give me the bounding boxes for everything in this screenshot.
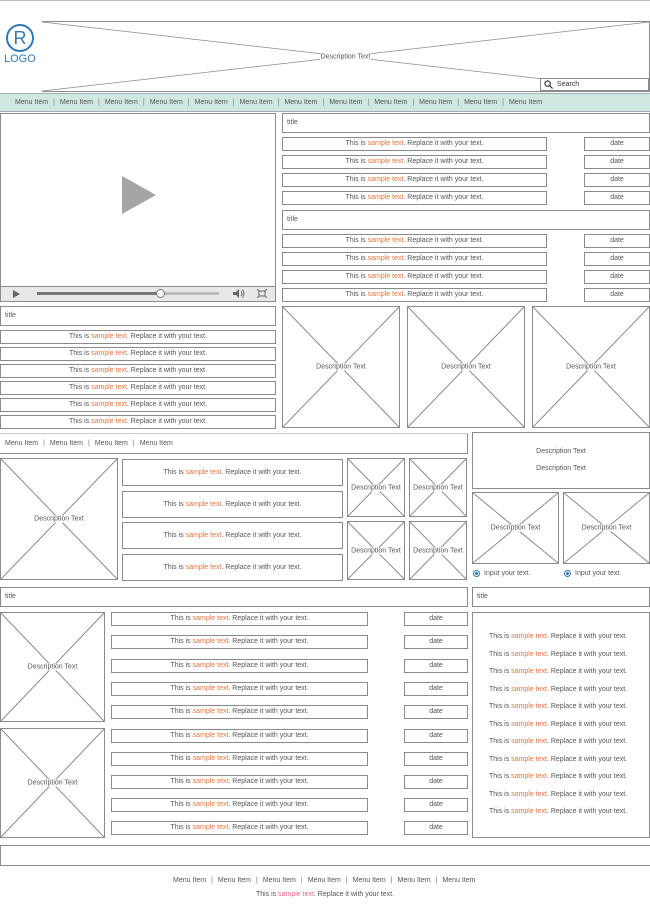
date-cell: date [584, 288, 650, 302]
text-post: . Replace it with your text. [126, 333, 208, 340]
paragraph [489, 738, 627, 745]
list-item[interactable] [0, 398, 276, 412]
text-pre: This is [345, 176, 368, 183]
radio-icon[interactable] [473, 570, 480, 577]
text-pre: This is [170, 732, 193, 739]
paragraph [489, 773, 627, 780]
text-post: . Replace it with your text. [221, 469, 302, 476]
list-item[interactable] [282, 288, 547, 302]
list-item[interactable] [282, 270, 547, 284]
menu-separator: | [367, 99, 370, 106]
list-item[interactable] [282, 191, 547, 205]
text-highlight: sample text [192, 778, 229, 785]
text-highlight: sample text [91, 333, 127, 340]
text-highlight: sample text [367, 140, 404, 147]
date-cell: date [404, 821, 468, 835]
list-item[interactable] [111, 752, 368, 766]
placeholder-caption: Description Text [34, 515, 84, 523]
text-post: . Replace it with your text. [403, 273, 484, 280]
menu-separator: | [300, 876, 303, 884]
text-pre: This is [345, 255, 368, 262]
text-post: . Replace it with your text. [546, 721, 628, 728]
footer-text [0, 891, 650, 898]
image-placeholder [347, 521, 405, 580]
text-pre: This is [68, 350, 92, 357]
list-item[interactable] [282, 173, 547, 187]
section-title: title [0, 587, 468, 607]
image-placeholder [0, 612, 105, 722]
top-menu-item[interactable]: Menu Item [329, 99, 363, 106]
paragraph [489, 703, 627, 710]
text-post: . Replace it with your text. [228, 778, 309, 785]
menu-separator: | [43, 439, 45, 447]
text-highlight: sample text [185, 469, 222, 476]
text-pre: This is [163, 469, 186, 476]
text-post: . Replace it with your text. [228, 824, 309, 831]
image-placeholder [563, 492, 650, 564]
text-pre: This is [345, 291, 368, 298]
list-item[interactable] [111, 775, 368, 789]
text-pre: This is [170, 824, 193, 831]
mid-menu [5, 438, 173, 448]
volume-icon[interactable] [233, 289, 245, 298]
text-highlight: sample text [91, 350, 127, 357]
image-placeholder [0, 458, 118, 580]
list-item[interactable] [122, 554, 343, 581]
text-pre: This is [163, 532, 186, 539]
logo-text: LOGO [4, 53, 36, 65]
text-highlight: sample text [511, 703, 547, 710]
menu-separator: | [87, 439, 90, 447]
text-pre: This is [68, 401, 92, 408]
footer-menu-item[interactable]: Menu Item [307, 876, 341, 884]
date-cell: date [584, 137, 650, 151]
text-pre: This is [345, 194, 368, 201]
top-menu-item[interactable]: Menu Item [419, 99, 453, 106]
video-controls [1, 286, 275, 301]
placeholder-caption: Description Text [441, 363, 491, 371]
top-menu [15, 97, 542, 108]
text-highlight: sample text [192, 755, 229, 762]
search-box[interactable] [540, 78, 649, 91]
text-highlight: sample text [511, 808, 547, 815]
text-highlight: sample text [278, 891, 314, 898]
text-post: . Replace it with your text. [546, 686, 628, 693]
text-highlight: sample text [192, 708, 229, 715]
radio-option[interactable] [564, 570, 621, 577]
text-highlight: sample text [511, 791, 547, 798]
menu-separator: | [457, 99, 460, 106]
text-highlight: sample text [91, 367, 127, 374]
play-icon[interactable] [122, 176, 156, 214]
top-menu-item[interactable]: Menu Item [194, 99, 228, 106]
text-highlight: sample text [91, 384, 127, 391]
list-item[interactable] [282, 137, 547, 151]
footer-menu-item[interactable]: Menu Item [397, 876, 431, 884]
text-post: . Replace it with your text. [546, 756, 628, 763]
text-highlight: sample text [91, 401, 127, 408]
list-item[interactable] [0, 330, 276, 344]
top-menu-item[interactable]: Menu Item [284, 99, 318, 106]
list-item[interactable] [111, 705, 368, 719]
section-title: title [282, 113, 650, 133]
text-post: . Replace it with your text. [228, 662, 309, 669]
text-post: . Replace it with your text. [228, 685, 309, 692]
list-item[interactable] [111, 635, 368, 649]
text-pre: This is [255, 891, 279, 898]
section-title: title [472, 587, 650, 607]
menu-separator: | [412, 99, 415, 106]
date-cell: date [584, 234, 650, 248]
text-post: . Replace it with your text. [228, 615, 309, 622]
text-highlight: sample text [192, 801, 229, 808]
text-post: . Replace it with your text. [228, 732, 309, 739]
text-highlight: sample text [192, 638, 229, 645]
text-highlight: sample text [511, 756, 547, 763]
text-highlight: sample text [511, 651, 547, 658]
paragraph [489, 668, 627, 675]
menu-separator: | [232, 99, 235, 106]
footer-bar [0, 845, 650, 866]
footer-menu-item[interactable]: Menu Item [442, 876, 476, 884]
text-highlight: sample text [511, 633, 547, 640]
search-icon [544, 80, 553, 89]
menu-separator: | [502, 99, 504, 106]
text-post: . Replace it with your text. [546, 773, 628, 780]
text-pre: This is [170, 638, 193, 645]
text-post: . Replace it with your text. [546, 808, 628, 815]
description-text: Description Text [536, 448, 586, 455]
date-cell: date [584, 191, 650, 205]
list-item[interactable] [0, 347, 276, 361]
footer-menu-item[interactable]: Menu Item [352, 876, 386, 884]
placeholder-caption: Description Text [351, 484, 401, 491]
date-cell: date [404, 775, 468, 789]
text-pre: This is [170, 755, 193, 762]
text-highlight: sample text [511, 668, 547, 675]
menu-separator: | [53, 99, 55, 106]
radio-icon[interactable] [564, 570, 571, 577]
placeholder-caption: Description Text [490, 524, 541, 532]
date-cell: date [404, 729, 468, 743]
mid-menu-item[interactable]: Menu Item [139, 439, 173, 447]
text-pre: This is [170, 662, 193, 669]
progress-fill [37, 292, 161, 295]
paragraph [489, 651, 627, 658]
paragraph [489, 756, 627, 763]
image-placeholder [347, 458, 405, 517]
list-item[interactable] [0, 364, 276, 378]
text-highlight: sample text [192, 615, 229, 622]
top-menu-item[interactable]: Menu Item [239, 99, 273, 106]
footer-menu [173, 875, 476, 885]
logo[interactable] [4, 24, 42, 68]
text-pre: This is [345, 158, 368, 165]
placeholder-caption: Description Text [27, 663, 78, 671]
radio-label: Input your text. [575, 570, 622, 577]
text-post: . Replace it with your text. [126, 418, 208, 425]
text-pre: This is [68, 367, 92, 374]
text-post: . Replace it with your text. [546, 791, 628, 798]
text-highlight: sample text [367, 237, 404, 244]
section-title: title [0, 306, 276, 326]
text-post: . Replace it with your text. [221, 532, 302, 539]
paragraph [489, 791, 627, 798]
text-post: . Replace it with your text. [403, 194, 484, 201]
text-highlight: sample text [185, 564, 222, 571]
text-post: . Replace it with your text. [403, 140, 484, 147]
list-item[interactable] [0, 381, 276, 395]
paragraph [489, 721, 627, 728]
video-player[interactable] [0, 113, 276, 302]
text-post: . Replace it with your text. [546, 738, 628, 745]
list-item[interactable] [111, 659, 368, 673]
image-placeholder [0, 728, 105, 838]
list-item[interactable] [111, 798, 368, 812]
menu-separator: | [435, 876, 438, 884]
text-pre: This is [170, 778, 193, 785]
text-pre: This is [489, 756, 512, 763]
menu-separator: | [211, 876, 213, 884]
text-pre: This is [68, 333, 92, 340]
banner-caption: Description Text [320, 53, 371, 60]
menu-separator: | [132, 439, 135, 447]
placeholder-caption: Description Text [581, 524, 632, 532]
text-post: . Replace it with your text. [228, 708, 309, 715]
list-item[interactable] [111, 821, 368, 835]
placeholder-caption: Description Text [413, 547, 463, 554]
text-highlight: sample text [511, 686, 547, 693]
date-cell: date [404, 612, 468, 626]
top-menu-item[interactable]: Menu Item [59, 99, 93, 106]
text-highlight: sample text [367, 291, 404, 298]
text-pre: This is [489, 773, 512, 780]
date-cell: date [404, 659, 468, 673]
placeholder-caption: Description Text [27, 779, 78, 787]
date-cell: date [404, 682, 468, 696]
menu-separator: | [277, 99, 280, 106]
text-post: . Replace it with your text. [546, 633, 628, 640]
logo-circle: R [6, 24, 34, 52]
text-pre: This is [68, 384, 92, 391]
placeholder-caption: Description Text [351, 547, 401, 554]
text-pre: This is [489, 808, 512, 815]
footer-menu-item[interactable]: Menu Item [173, 876, 207, 884]
text-post: . Replace it with your text. [403, 237, 484, 244]
text-highlight: sample text [185, 532, 222, 539]
text-highlight: sample text [511, 721, 547, 728]
date-cell: date [584, 173, 650, 187]
list-item[interactable] [122, 522, 343, 549]
radio-label: Input your text. [484, 570, 531, 577]
text-pre: This is [345, 140, 368, 147]
list-item[interactable] [111, 682, 368, 696]
date-cell: date [404, 705, 468, 719]
mid-menu-item[interactable]: Menu Item [94, 439, 128, 447]
text-highlight: sample text [511, 773, 547, 780]
date-cell: date [404, 798, 468, 812]
text-highlight: sample text [192, 824, 229, 831]
text-highlight: sample text [367, 255, 404, 262]
text-post: . Replace it with your text. [126, 350, 208, 357]
text-pre: This is [163, 501, 186, 508]
text-pre: This is [68, 418, 92, 425]
text-highlight: sample text [367, 158, 404, 165]
text-pre: This is [489, 686, 512, 693]
search-input[interactable]: Search [557, 81, 580, 88]
text-highlight: sample text [367, 176, 404, 183]
menu-separator: | [97, 99, 100, 106]
mid-menu-item[interactable]: Menu Item [5, 439, 39, 447]
list-item[interactable] [282, 234, 547, 248]
top-menu-item[interactable]: Menu Item [508, 99, 543, 106]
text-highlight: sample text [192, 685, 229, 692]
text-pre: This is [345, 237, 368, 244]
footer-menu-item[interactable]: Menu Item [217, 876, 251, 884]
placeholder-caption: Description Text [413, 484, 463, 491]
top-menu-item[interactable]: Menu Item [15, 99, 49, 106]
footer-menu-item[interactable]: Menu Item [262, 876, 296, 884]
text-post: . Replace it with your text. [228, 755, 309, 762]
text-post: . Replace it with your text. [403, 291, 484, 298]
paragraph [489, 633, 627, 640]
text-highlight: sample text [367, 273, 404, 280]
date-cell: date [584, 270, 650, 284]
image-placeholder [532, 306, 650, 428]
text-pre: This is [489, 668, 512, 675]
date-cell: date [584, 155, 650, 169]
text-post: . Replace it with your text. [546, 703, 628, 710]
text-post: . Replace it with your text. [546, 651, 628, 658]
image-placeholder [409, 458, 467, 517]
text-pre: This is [170, 685, 193, 692]
text-pre: This is [489, 721, 512, 728]
text-highlight: sample text [91, 418, 127, 425]
text-post: . Replace it with your text. [126, 384, 208, 391]
section-title: title [282, 210, 650, 230]
image-placeholder [409, 521, 467, 580]
list-item[interactable] [122, 459, 343, 486]
text-highlight: sample text [185, 501, 222, 508]
date-cell: date [584, 252, 650, 266]
image-placeholder [472, 492, 559, 564]
text-pre: This is [163, 564, 186, 571]
text-post: . Replace it with your text. [403, 255, 484, 262]
text-post: . Replace it with your text. [221, 564, 302, 571]
top-menu-item[interactable]: Menu Item [149, 99, 183, 106]
text-post: . Replace it with your text. [313, 891, 395, 898]
image-placeholder [282, 306, 400, 428]
text-post: . Replace it with your text. [403, 158, 484, 165]
text-post: . Replace it with your text. [546, 668, 628, 675]
fullscreen-icon[interactable] [257, 289, 267, 298]
text-highlight: sample text [511, 738, 547, 745]
list-item[interactable] [0, 415, 276, 429]
list-item[interactable] [282, 252, 547, 266]
list-item[interactable] [122, 491, 343, 518]
progress-handle[interactable] [156, 289, 165, 298]
text-highlight: sample text [367, 194, 404, 201]
top-menu-item[interactable]: Menu Item [374, 99, 408, 106]
text-post: . Replace it with your text. [403, 176, 484, 183]
paragraph [489, 686, 627, 693]
text-pre: This is [489, 738, 512, 745]
text-pre: This is [345, 273, 368, 280]
menu-separator: | [255, 876, 258, 884]
text-pre: This is [170, 801, 193, 808]
text-post: . Replace it with your text. [126, 367, 208, 374]
list-item[interactable] [282, 155, 547, 169]
menu-separator: | [322, 99, 325, 106]
menu-separator: | [390, 876, 393, 884]
text-pre: This is [489, 651, 512, 658]
menu-separator: | [187, 99, 190, 106]
text-pre: This is [489, 791, 512, 798]
mid-menu-item[interactable]: Menu Item [49, 439, 83, 447]
text-post: . Replace it with your text. [228, 801, 309, 808]
date-cell: date [404, 635, 468, 649]
top-menu-item[interactable]: Menu Item [104, 99, 138, 106]
text-pre: This is [489, 703, 512, 710]
placeholder-caption: Description Text [316, 363, 366, 371]
text-highlight: sample text [192, 732, 229, 739]
list-item[interactable] [111, 612, 368, 626]
text-pre: This is [170, 708, 193, 715]
description-text: Description Text [536, 465, 586, 472]
image-placeholder [407, 306, 525, 428]
description-box [472, 432, 650, 489]
text-highlight: sample text [192, 662, 229, 669]
list-item[interactable] [111, 729, 368, 743]
play-small-icon[interactable] [13, 290, 20, 298]
placeholder-caption: Description Text [566, 363, 616, 371]
radio-option[interactable] [473, 570, 530, 577]
top-menu-item[interactable]: Menu Item [464, 99, 498, 106]
date-cell: date [404, 752, 468, 766]
paragraph [489, 808, 627, 815]
menu-separator: | [345, 876, 348, 884]
text-pre: This is [489, 633, 512, 640]
text-pre: This is [170, 615, 193, 622]
text-post: . Replace it with your text. [228, 638, 309, 645]
text-post: . Replace it with your text. [221, 501, 302, 508]
menu-separator: | [142, 99, 145, 106]
text-post: . Replace it with your text. [126, 401, 208, 408]
